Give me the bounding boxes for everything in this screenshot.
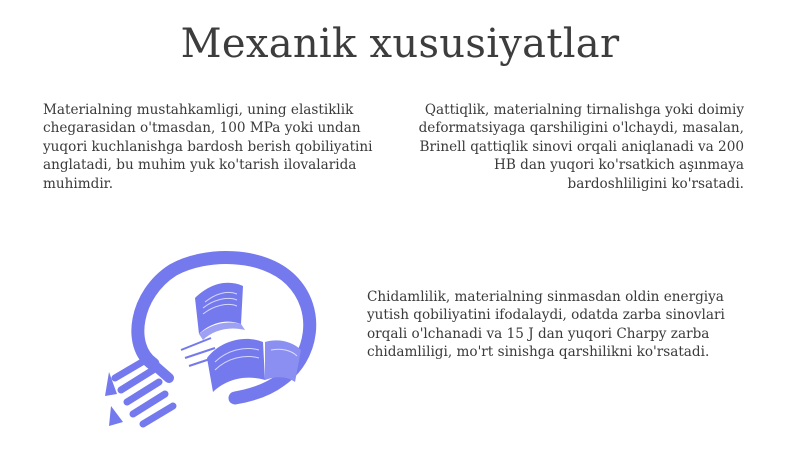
slide-title: Mexanik xususiyatlar	[180, 21, 620, 67]
hardness-paragraph: Qattiqlik, materialning tirnalishga yoki doimiy deformatsiyaga qarshiligini o'lchaydi, masalan, Brinell qattiqlik sinovi orqali aniqlanadi va 200 HB dan yuqori ko'rsatkich aşınmaya bardoshliligini ko'rsatadi.	[418, 102, 744, 192]
lightbulb-book-icon	[95, 246, 320, 436]
toughness-paragraph: Chidamlilik, materialning sinmasdan oldin energiya yutish qobiliyatini ifodalaydi, odatda zarba sinovlari orqali o'lchanadi va 15 J dan yuqori Charpy zarba chidamliligi, mo'rt sinishga qarshilikni ko'rsatadi.	[367, 289, 725, 361]
strength-paragraph: Materialning mustahkamligi, uning elastiklik chegarasidan o'tmasdan, 100 MPa yoki undan yuqori kuchlanishga bardosh berish qobiliyatini anglatadi, bu muhim yuk ko'tarish ilovalarida muhimdir.	[43, 102, 373, 192]
